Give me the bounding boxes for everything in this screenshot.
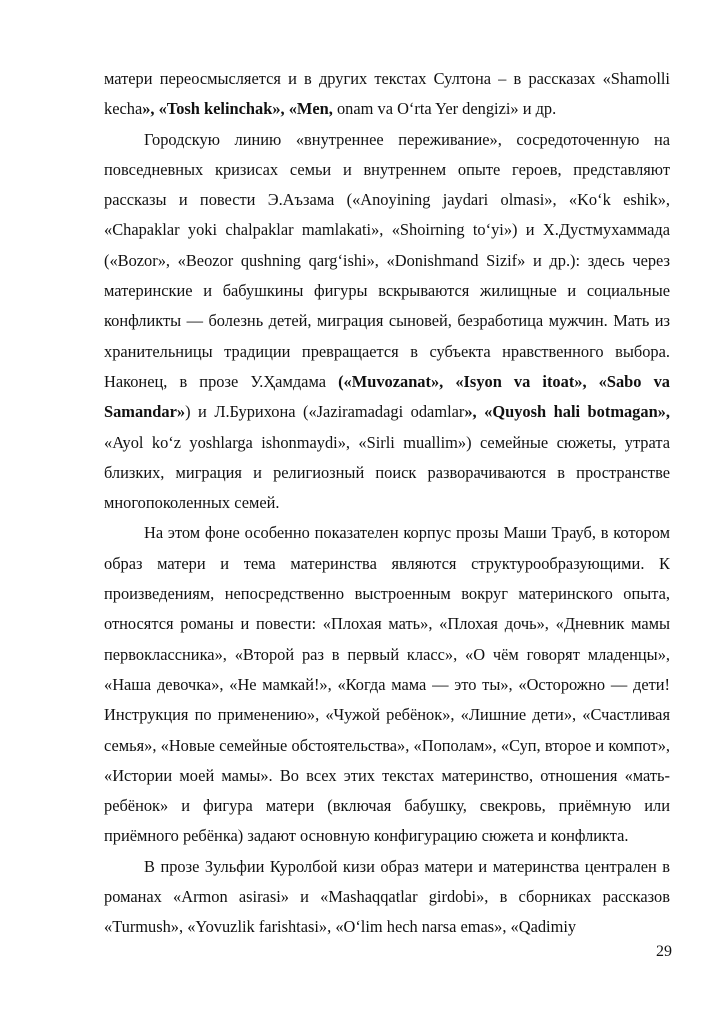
paragraph-text: В прозе Зульфии Куролбой кизи образ матери и материнства централен в романах «Armon asirasi» и «Mashaqqatlar girdobi», в сборниках рассказов «Turmush», «Yovuzlik farishtasi», «O‘lim hech narsa emas», «Qadimiy xyxy=(104,856,670,937)
paragraph-text: матери переосмысляется и в других текстах Султона – в рассказах «Shamolli kecha xyxy=(104,69,670,119)
paragraph-text: «Ayol ko‘z yoshlarga ishonmaydi», «Sirli muallim») семейные сюжеты, утрата близких, миграция и религиозный поиск разворачиваются в пространстве многопоколенных семей. xyxy=(104,432,670,513)
paragraph xyxy=(104,518,670,851)
paragraph-text-bold: », «Tosh kelinchak», «Men, xyxy=(142,99,337,119)
paragraph-text: ) и Л.Бурихона («Jaziramadagi odamlar xyxy=(185,402,465,422)
paragraph-text: На этом фоне особенно показателен корпус прозы Маши Трауб, в котором образ матери и тема материнства являются структурообразующими. К произведениям, непосредственно выстроенным вокруг материнского опыта, относятся романы и повести: «Плохая мать», «Плохая дочь», «Дневник мамы первоклассника», «Второй раз в первый класс», «О чём говорят младенцы», «Наша девочка», «Не мамкай!», «Когда мама — это ты», «Осторожно — дети! Инструкция по применению», «Чужой ребёнок», «Лишние дети», «Счастливая семья», «Новые семейные обстоятельства», «Пополам», «Суп, второе и компот», «Истории моей мамы». Во всех этих текстах материнство, отношения «мать-ребёнок» и фигура матери (включая бабушку, свекровь, приёмную или приёмного ребёнка) задают основную конфигурацию сюжета и конфликта. xyxy=(104,523,670,846)
paragraph-text-bold: («Muvozanat», «Isyon va itoat», «Sabo va Samandar» xyxy=(104,371,670,422)
paragraph xyxy=(104,852,670,943)
paragraph-text-bold: », «Quyosh hali botmagan», xyxy=(464,402,670,422)
paragraph xyxy=(104,64,670,125)
paragraph-text: Городскую линию «внутреннее переживание», сосредоточенную на повседневных кризисах семьи и внутреннем опыте героев, представляют рассказы и повести Э.Аъзама («Anoyining jaydari olmasi», «Ko‘k eshik», «Chapaklar yoki chalpaklar mamlakati», «Shoirning to‘yi») и Х.Дустмухаммада («Bozor», «Beozor qushning qarg‘ishi», «Donishmand Sizif» и др.): здесь через материнские и бабушкины фигуры вскрываются жилищные и социальные конфликты — болезнь детей, миграция сыновей, безработица мужчин. Мать из хранительницы традиции превращается в субъекта нравственного выбора. Наконец, в прозе У.Ҳамдама xyxy=(104,129,670,391)
paragraph-text: onam va O‘rta Yer dengizi» и др. xyxy=(336,99,557,119)
page-number: 29 xyxy=(656,943,672,960)
paragraph xyxy=(104,125,670,519)
document-body xyxy=(104,64,670,943)
